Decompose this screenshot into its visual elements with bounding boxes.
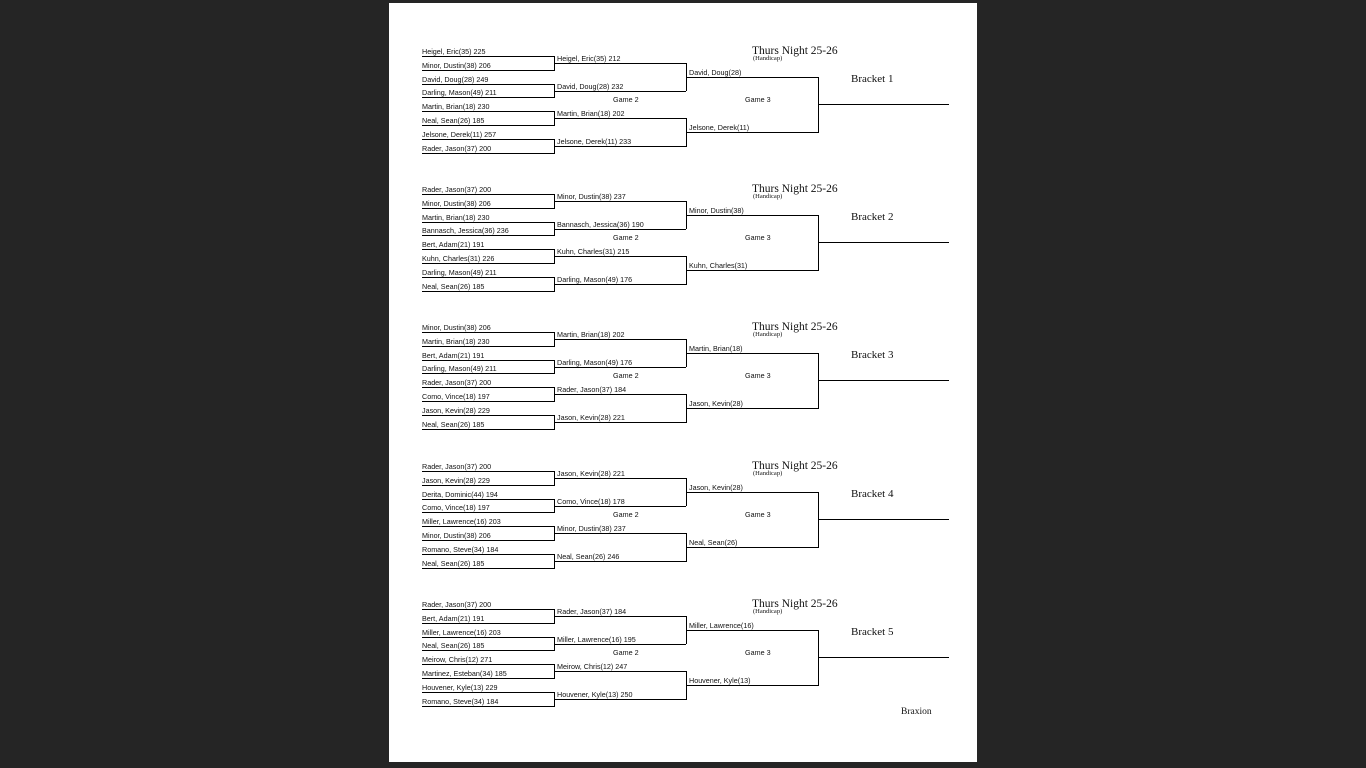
round3-line — [686, 492, 818, 493]
round1-entry: Neal, Sean(26) 185 — [422, 116, 485, 125]
round1-line — [422, 249, 554, 250]
round1-line — [422, 554, 554, 555]
game-2-label: Game 2 — [613, 233, 639, 242]
round1-line — [422, 84, 554, 85]
round1-entry: Rader, Jason(37) 200 — [422, 462, 492, 471]
round2-entry: Kuhn, Charles(31) 215 — [557, 247, 630, 257]
bracket-name: Bracket 5 — [851, 626, 894, 638]
round1-line — [422, 111, 554, 112]
round1-line — [422, 692, 554, 693]
final-line — [818, 519, 949, 520]
round2-entry: Houvener, Kyle(13) 250 — [557, 689, 633, 699]
round1-line — [422, 346, 554, 347]
bracket-subtitle: (Handicap) — [753, 193, 783, 200]
round1-line — [422, 332, 554, 333]
round1-entry: Romano, Steve(34) 184 — [422, 544, 499, 554]
round1-line — [422, 208, 554, 209]
round1-entry: Romano, Steve(34) 184 — [422, 696, 499, 706]
round1-entry: Darling, Mason(49) 211 — [422, 364, 497, 374]
bracket-name: Bracket 4 — [851, 488, 894, 500]
round2-line — [554, 533, 686, 534]
round2-entry: Jason, Kevin(28) 221 — [557, 468, 625, 478]
round2-entry: Jason, Kevin(28) 221 — [557, 412, 625, 422]
round2-line — [554, 394, 686, 395]
round3-entry: Neal, Sean(26) — [689, 537, 738, 547]
document-page — [389, 3, 977, 762]
round3-entry: Jelsone, Derek(11) — [689, 122, 750, 132]
round2-entry: David, Doug(28) 232 — [557, 81, 624, 91]
round1-entry: Neal, Sean(26) 185 — [422, 558, 485, 568]
round1-line — [422, 139, 554, 140]
round2-line — [554, 644, 686, 645]
round1-entry: Minor, Dustin(38) 206 — [422, 60, 491, 70]
round2-line — [554, 229, 686, 230]
final-line — [818, 104, 949, 105]
round1-line — [422, 153, 554, 154]
round1-entry: Bannasch, Jessica(36) 236 — [422, 226, 509, 236]
game-2-label: Game 2 — [613, 95, 639, 104]
round1-entry: Minor, Dustin(38) 206 — [422, 323, 491, 332]
final-line — [818, 242, 949, 243]
game-3-label: Game 3 — [745, 510, 771, 519]
round1-entry: Rader, Jason(37) 200 — [422, 143, 492, 153]
bracket-subtitle: (Handicap) — [753, 608, 783, 615]
round1-entry: Martinez, Esteban(34) 185 — [422, 669, 507, 678]
bracket-name: Bracket 2 — [851, 211, 894, 223]
round3-line — [686, 215, 818, 216]
bracket-subtitle: (Handicap) — [753, 331, 783, 338]
round2-line — [554, 118, 686, 119]
round3-entry: Miller, Lawrence(16) — [689, 620, 754, 630]
round1-line — [422, 194, 554, 195]
bracket-4 — [389, 459, 977, 579]
round3-line — [686, 77, 818, 78]
round1-line — [422, 125, 554, 126]
round1-line — [422, 637, 554, 638]
round2-line — [554, 699, 686, 700]
round1-entry: Martin, Brian(18) 230 — [422, 212, 490, 222]
round1-entry: Martin, Brian(18) 230 — [422, 336, 490, 346]
game-3-label: Game 3 — [745, 95, 771, 104]
round2-entry: Martin, Brian(18) 202 — [557, 329, 625, 339]
round1-line — [422, 263, 554, 264]
round3-entry: Jason, Kevin(28) — [689, 482, 743, 492]
round3-entry: David, Doug(28) — [689, 67, 742, 77]
round1-line — [422, 650, 554, 651]
round2-line — [554, 91, 686, 92]
round1-line — [422, 664, 554, 665]
round2-entry: Darling, Mason(49) 176 — [557, 274, 633, 284]
round1-entry: Jason, Kevin(28) 229 — [422, 405, 490, 415]
round1-entry: Neal, Sean(26) 185 — [422, 281, 485, 291]
round1-line — [422, 97, 554, 98]
round1-line — [422, 401, 554, 402]
round1-line — [422, 56, 554, 57]
round2-entry: Darling, Mason(49) 176 — [557, 357, 633, 367]
round1-line — [422, 512, 554, 513]
round1-line — [422, 277, 554, 278]
round2-entry: Rader, Jason(37) 184 — [557, 385, 627, 395]
round1-line — [422, 706, 554, 707]
round3-line — [686, 353, 818, 354]
round1-line — [422, 485, 554, 486]
round1-line — [422, 609, 554, 610]
round1-entry: David, Doug(28) 249 — [422, 74, 489, 84]
round3-entry: Houvener, Kyle(13) — [689, 675, 751, 685]
bracket-subtitle: (Handicap) — [753, 55, 783, 62]
footer-label: Braxion — [901, 707, 932, 717]
round1-entry: Miller, Lawrence(16) 203 — [422, 627, 501, 637]
round1-line — [422, 373, 554, 374]
round3-entry: Kuhn, Charles(31) — [689, 260, 748, 270]
bracket-title: Thurs Night 25-26 — [752, 45, 838, 57]
round3-line — [686, 547, 818, 548]
round1-entry: Rader, Jason(37) 200 — [422, 600, 492, 609]
round2-entry: Jelsone, Derek(11) 233 — [557, 136, 632, 146]
bracket-name: Bracket 3 — [851, 349, 894, 361]
round2-entry: Neal, Sean(26) 246 — [557, 551, 620, 561]
game-3-label: Game 3 — [745, 648, 771, 657]
round2-line — [554, 284, 686, 285]
round1-entry: Como, Vince(18) 197 — [422, 392, 490, 401]
round1-entry: Neal, Sean(26) 185 — [422, 641, 485, 651]
round1-entry: Martin, Brian(18) 230 — [422, 102, 490, 112]
round1-entry: Jelsone, Derek(11) 257 — [422, 129, 497, 139]
round1-entry: Neal, Sean(26) 185 — [422, 419, 485, 429]
round3-entry: Martin, Brian(18) — [689, 343, 743, 353]
round1-line — [422, 526, 554, 527]
final-line — [818, 380, 949, 381]
round2-entry: Minor, Dustin(38) 237 — [557, 524, 626, 534]
round3-entry: Minor, Dustin(38) — [689, 205, 744, 215]
round1-line — [422, 70, 554, 71]
game-2-label: Game 2 — [613, 371, 639, 380]
round1-line — [422, 222, 554, 223]
bracket-2 — [389, 182, 977, 302]
round1-entry: Bert, Adam(21) 191 — [422, 240, 485, 250]
bracket-1 — [389, 44, 977, 164]
round2-entry: Heigel, Eric(35) 212 — [557, 53, 621, 63]
round1-line — [422, 291, 554, 292]
round1-entry: Bert, Adam(21) 191 — [422, 350, 485, 360]
round1-entry: Jason, Kevin(28) 229 — [422, 475, 490, 485]
round2-line — [554, 478, 686, 479]
round2-line — [554, 256, 686, 257]
game-2-label: Game 2 — [613, 510, 639, 519]
round1-line — [422, 540, 554, 541]
round1-line — [422, 678, 554, 679]
bracket-title: Thurs Night 25-26 — [752, 321, 838, 333]
round1-line — [422, 415, 554, 416]
round1-line — [422, 429, 554, 430]
round2-line — [554, 339, 686, 340]
round2-line — [554, 367, 686, 368]
round1-entry: Rader, Jason(37) 200 — [422, 185, 492, 194]
bracket-5 — [389, 597, 977, 717]
game-3-label: Game 3 — [745, 371, 771, 380]
round2-line — [554, 506, 686, 507]
round2-line — [554, 146, 686, 147]
round2-entry: Meirow, Chris(12) 247 — [557, 662, 628, 672]
round1-entry: Miller, Lawrence(16) 203 — [422, 517, 501, 527]
round1-entry: Rader, Jason(37) 200 — [422, 378, 492, 388]
bracket-3 — [389, 320, 977, 440]
round2-entry: Minor, Dustin(38) 237 — [557, 191, 626, 201]
round1-line — [422, 360, 554, 361]
round2-line — [554, 63, 686, 64]
round1-entry: Minor, Dustin(38) 206 — [422, 198, 491, 208]
round2-line — [554, 616, 686, 617]
round3-line — [686, 132, 818, 133]
round1-entry: Houvener, Kyle(13) 229 — [422, 682, 498, 692]
round1-line — [422, 387, 554, 388]
round3-line — [686, 270, 818, 271]
bracket-title: Thurs Night 25-26 — [752, 598, 838, 610]
bracket-name: Bracket 1 — [851, 73, 894, 85]
round2-line — [554, 671, 686, 672]
round2-entry: Bannasch, Jessica(36) 190 — [557, 219, 644, 229]
round3-entry: Jason, Kevin(28) — [689, 398, 743, 408]
final-line — [818, 657, 949, 658]
round1-entry: Como, Vince(18) 197 — [422, 503, 490, 513]
round1-line — [422, 499, 554, 500]
bracket-subtitle: (Handicap) — [753, 470, 783, 477]
round1-entry: Heigel, Eric(35) 225 — [422, 47, 486, 56]
bracket-title: Thurs Night 25-26 — [752, 183, 838, 195]
round1-line — [422, 623, 554, 624]
round1-entry: Darling, Mason(49) 211 — [422, 267, 497, 277]
round3-line — [686, 630, 818, 631]
round1-entry: Darling, Mason(49) 211 — [422, 88, 497, 98]
round1-line — [422, 568, 554, 569]
round1-entry: Derita, Dominic(44) 194 — [422, 489, 498, 499]
round2-line — [554, 422, 686, 423]
round2-entry: Miller, Lawrence(16) 195 — [557, 634, 636, 644]
round2-line — [554, 561, 686, 562]
round2-entry: Rader, Jason(37) 184 — [557, 606, 627, 616]
round1-line — [422, 471, 554, 472]
round1-entry: Kuhn, Charles(31) 226 — [422, 254, 495, 263]
round2-entry: Como, Vince(18) 178 — [557, 496, 625, 506]
round1-line — [422, 235, 554, 236]
bracket-title: Thurs Night 25-26 — [752, 460, 838, 472]
round1-entry: Meirow, Chris(12) 271 — [422, 655, 493, 665]
game-3-label: Game 3 — [745, 233, 771, 242]
round1-entry: Bert, Adam(21) 191 — [422, 613, 485, 623]
round3-line — [686, 408, 818, 409]
round2-line — [554, 201, 686, 202]
game-2-label: Game 2 — [613, 648, 639, 657]
round2-entry: Martin, Brian(18) 202 — [557, 109, 625, 119]
round1-entry: Minor, Dustin(38) 206 — [422, 531, 491, 540]
round3-line — [686, 685, 818, 686]
